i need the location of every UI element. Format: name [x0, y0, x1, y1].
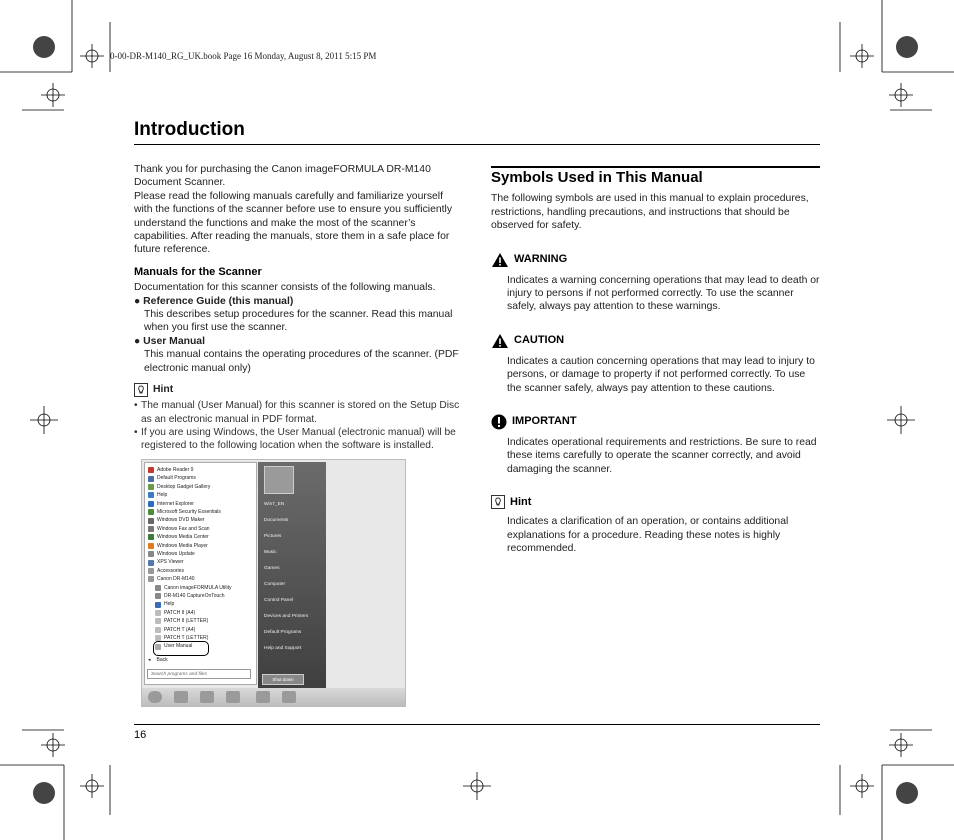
print-header: 0-00-DR-M140_RG_UK.book Page 16 Monday, August 8, 2011 5:15 PM	[110, 51, 377, 61]
warning-desc: Indicates a warning concerning operations that may lead to death or injury to persons if not performed correctly. To use the scanner safely, always pay attention to these warnings.	[507, 274, 820, 313]
start-menu-item: Win7_EN	[264, 502, 285, 507]
hint-item: • If you are using Windows, the User Manual (electronic manual) will be registered to the following location when the software is installed.	[134, 426, 456, 452]
title-rule	[134, 144, 820, 145]
start-menu-item: Music	[264, 550, 277, 555]
program-item: PATCH II (LETTER)	[155, 617, 208, 625]
program-item: DR-M140 CaptureOnTouch	[155, 592, 225, 600]
program-item: Desktop Gadget Gallery	[148, 483, 210, 491]
program-item: Microsoft Security Essentials	[148, 508, 221, 516]
program-icon	[148, 568, 154, 574]
program-item: Windows Media Center	[148, 533, 209, 541]
section-intro: The following symbols are used in this manual to explain procedures, restrictions, handling precautions, and instructions that should be observed for safety.	[491, 193, 809, 232]
start-menu-item: Help and Support	[264, 646, 302, 651]
program-item: Internet Explorer	[148, 500, 194, 508]
program-item: PATCH T (A4)	[155, 626, 195, 634]
manual-title: User Manual	[143, 335, 205, 347]
explorer-icon	[200, 691, 214, 703]
warning-heading	[491, 252, 821, 268]
ie-icon	[174, 691, 188, 703]
program-item: Canon imageFORMULA Utility	[155, 584, 232, 592]
bullet-icon: ●	[134, 295, 144, 307]
program-item: Windows Media Player	[148, 542, 208, 550]
program-item: Windows Fax and Scan	[148, 525, 210, 533]
taskbar	[142, 688, 405, 706]
program-icon	[148, 543, 154, 549]
manual-desc: This describes setup procedures for the scanner. Read this manual when you first use the scanner.	[144, 309, 453, 334]
program-icon	[155, 593, 161, 599]
page-title: Introduction	[134, 119, 245, 140]
hint-bulb-icon	[134, 383, 148, 397]
start-menu-item: Documents	[264, 518, 289, 523]
manuals-intro: Documentation for this scanner consists of the following manuals.	[134, 282, 436, 294]
important-desc: Indicates operational requirements and restrictions. Be sure to read these items carefully to operate the scanner correctly, and avoid damaging the scanner.	[507, 437, 817, 475]
start-menu-item: Computer	[264, 582, 286, 587]
program-icon	[148, 560, 154, 566]
program-icon	[148, 492, 154, 498]
caution-desc: Indicates a caution concerning operations that may lead to injury to persons, or damage to property if not performed correctly. To use the scanner safely, always pay attention to these cautions.	[507, 355, 815, 394]
program-icon	[148, 551, 154, 557]
program-item: XPS Viewer	[148, 558, 184, 566]
left-column	[134, 163, 464, 453]
manuals-heading: Manuals for the Scanner	[134, 265, 262, 278]
manual-item	[134, 335, 464, 375]
manual-item	[134, 295, 464, 335]
app-icon	[256, 691, 270, 703]
program-icon	[155, 585, 161, 591]
important-heading	[491, 414, 821, 430]
intro-paragraph-2: Please read the following manuals carefully and familiarize yourself with the functions of the scanner before use to ensure you sufficiently understand the functions and make the most of the scanner’s capabilities. After reading the manuals, store them in a safe place for future reference.	[134, 190, 453, 256]
intro-paragraph-1: Thank you for purchasing the Canon imageFORMULA DR-M140 Document Scanner.	[134, 164, 431, 189]
important-label: IMPORTANT	[512, 415, 577, 428]
footer-rule	[134, 724, 820, 725]
program-icon	[155, 610, 161, 616]
program-icon	[148, 484, 154, 490]
program-item: PATCH II (A4)	[155, 609, 195, 617]
hint-symbol-label: Hint	[510, 495, 532, 508]
program-icon	[148, 476, 154, 482]
user-manual-highlight	[153, 641, 209, 656]
hint-header	[134, 383, 464, 397]
program-item: Help	[155, 600, 174, 608]
back-item: ◂ Back	[148, 657, 168, 663]
start-orb-icon	[148, 691, 162, 703]
program-icon	[155, 618, 161, 624]
shutdown-button: Shut down	[262, 674, 304, 685]
caution-label: CAUTION	[514, 334, 565, 347]
program-item: Default Programs	[148, 474, 196, 482]
program-icon	[148, 518, 154, 524]
program-item: User Manual	[155, 642, 192, 650]
start-menu-item: Control Panel	[264, 598, 294, 603]
media-player-icon	[226, 691, 240, 703]
warning-label: WARNING	[514, 252, 568, 265]
program-item: Windows Update	[148, 550, 195, 558]
start-menu-item: Devices and Printers	[264, 614, 309, 619]
bullet-icon: ●	[134, 335, 144, 347]
start-menu-item: Games	[264, 566, 280, 571]
program-icon	[155, 602, 161, 608]
program-item: PATCH T (LETTER)	[155, 634, 208, 642]
section-title: Symbols Used in This Manual	[491, 169, 703, 186]
avatar	[264, 466, 294, 494]
hint-bulb-icon	[491, 495, 505, 509]
program-item: Canon DR-M140	[148, 575, 195, 583]
program-icon	[155, 627, 161, 633]
important-circle-icon	[491, 414, 507, 430]
app-icon	[282, 691, 296, 703]
start-menu-item: Pictures	[264, 534, 282, 539]
program-item: Windows DVD Maker	[148, 516, 205, 524]
page-number: 16	[134, 729, 147, 741]
hint-desc: Indicates a clarification of an operation, or contains additional explanations for a procedure. Reading these notes is highly recommended.	[507, 516, 789, 555]
manual-desc: This manual contains the operating procedures of the scanner. (PDF electronic manual only)	[144, 349, 459, 374]
program-icon	[148, 467, 154, 473]
search-input: Search programs and files	[147, 669, 251, 679]
hint-label: Hint	[153, 384, 174, 396]
start-menu-item: Default Programs	[264, 630, 302, 635]
program-item: Help	[148, 491, 167, 499]
program-icon	[148, 526, 154, 532]
program-icon	[148, 576, 154, 582]
back-arrow-icon: ◂	[148, 657, 151, 663]
hint-item: • The manual (User Manual) for this scanner is stored on the Setup Disc as an electronic manual in PDF format.	[134, 400, 460, 425]
program-item: Accessories	[148, 567, 184, 575]
caution-heading	[491, 333, 821, 349]
hint-heading	[491, 495, 821, 509]
warning-triangle-icon	[491, 252, 509, 268]
programs-panel	[144, 462, 257, 685]
program-item: Adobe Reader 9	[148, 466, 193, 474]
program-icon	[148, 501, 154, 507]
start-menu-screenshot	[141, 459, 406, 707]
hint-list	[134, 399, 464, 453]
right-column	[491, 168, 821, 556]
program-icon	[148, 509, 154, 515]
manual-title: Reference Guide (this manual)	[143, 295, 294, 307]
program-icon	[148, 534, 154, 540]
start-menu-right-pane	[258, 462, 326, 690]
caution-triangle-icon	[491, 333, 509, 349]
